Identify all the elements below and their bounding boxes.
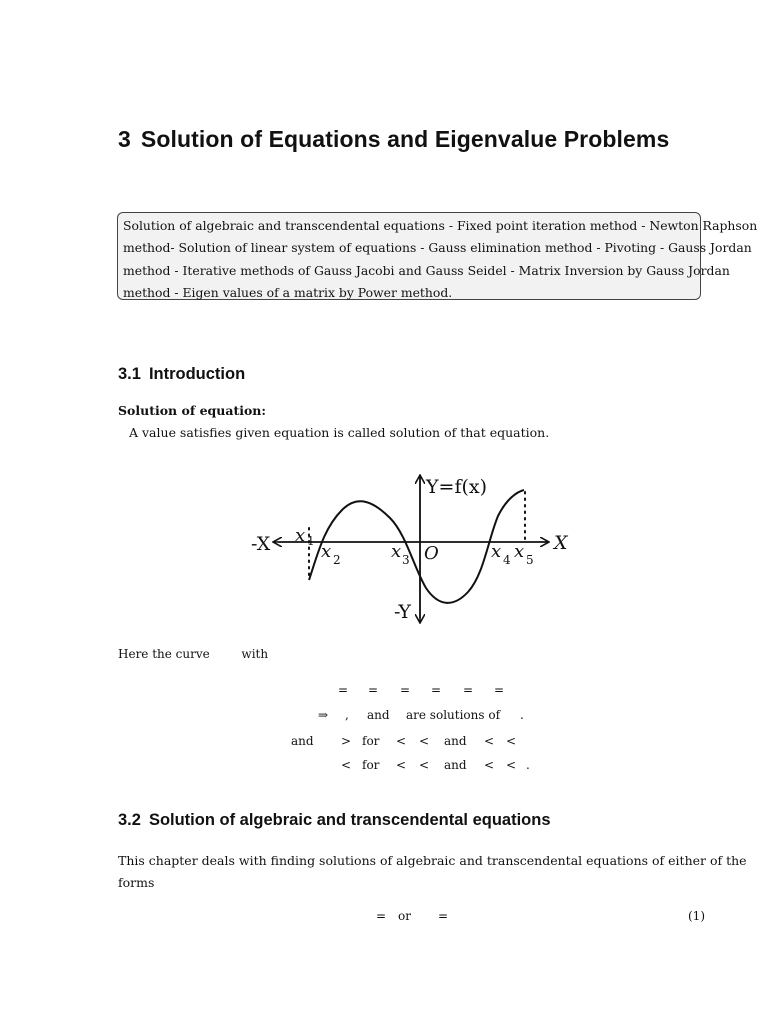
neg-x-axis-label: -X xyxy=(251,533,271,555)
equals-sign: = xyxy=(400,683,411,697)
equals-sign: = xyxy=(463,683,474,697)
equals-sign: = xyxy=(368,683,379,697)
and-word: and xyxy=(444,734,467,748)
lt-symbol: < xyxy=(419,758,430,772)
lt-symbol: < xyxy=(396,734,407,748)
root-label-x4-sub: 4 xyxy=(503,553,511,567)
paragraph-line: forms xyxy=(118,875,155,890)
syllabus-line: method- Solution of linear system of equations - Gauss elimination method - Pivoting - Gauss Jordan xyxy=(123,240,752,256)
lt-symbol: < xyxy=(506,758,517,772)
root-label-x1-sub: 1 xyxy=(307,534,315,548)
definition-text: A value satisfies given equation is called solution of that equation. xyxy=(129,425,550,440)
section-number: 3.1 xyxy=(118,365,141,383)
root-label-x2: x xyxy=(321,541,332,562)
equals-sign: = xyxy=(431,683,442,697)
implies-symbol: ⇒ xyxy=(318,708,329,722)
and-word: and xyxy=(291,734,314,748)
syllabus-line: method - Eigen values of a matrix by Power method. xyxy=(123,284,453,300)
syllabus-box xyxy=(117,212,758,300)
root-label-x5-sub: 5 xyxy=(526,553,534,567)
root-label-x3-sub: 3 xyxy=(402,553,410,567)
section-heading-algebraic-transcendental xyxy=(118,811,551,830)
and-word: and xyxy=(367,708,390,722)
curve-text-b: with xyxy=(241,647,269,661)
subheading-solution-of-equation: Solution of equation: xyxy=(118,403,267,418)
chapter-title xyxy=(118,126,669,153)
lt-symbol: < xyxy=(341,758,352,772)
roots-curve-figure xyxy=(248,468,578,628)
root-label-x5: x xyxy=(514,541,525,562)
paragraph-line: This chapter deals with finding solutions of algebraic and transcendental equations of either of the xyxy=(118,853,747,868)
for-word: for xyxy=(362,734,380,748)
chapter-title-text: Solution of Equations and Eigenvalue Problems xyxy=(140,126,670,152)
x-axis-label: X xyxy=(554,532,568,554)
section-32-paragraph xyxy=(118,850,747,894)
lt-symbol: < xyxy=(506,734,517,748)
section-heading-introduction xyxy=(118,365,245,384)
lt-symbol: < xyxy=(484,758,495,772)
origin-label: O xyxy=(424,543,439,564)
syllabus-line: Solution of algebraic and transcendental equations - Fixed point iteration method - Newton Raphson xyxy=(123,218,758,233)
chapter-number: 3 xyxy=(118,126,131,152)
equals-sign: = xyxy=(494,683,505,697)
root-label-x3: x xyxy=(391,541,402,562)
syllabus-line: method - Iterative methods of Gauss Jacobi and Gauss Seidel - Matrix Inversion by Gauss Jordan xyxy=(123,262,730,278)
curve-description xyxy=(118,647,268,661)
gt-symbol: > xyxy=(341,734,352,748)
lt-symbol: < xyxy=(396,758,407,772)
section-title: Solution of algebraic and transcendental equations xyxy=(148,811,551,829)
neg-y-axis-label: -Y xyxy=(394,601,411,623)
equation-number: (1) xyxy=(688,909,705,923)
root-label-x2-sub: 2 xyxy=(333,553,341,567)
period: . xyxy=(520,708,524,722)
equals-sign: = xyxy=(338,683,349,697)
root-label-x1: x xyxy=(295,525,306,546)
and-word: and xyxy=(444,758,467,772)
equals-sign: = xyxy=(376,909,387,923)
are-solutions-text: are solutions of xyxy=(406,708,501,722)
or-word: or xyxy=(398,909,411,923)
for-word: for xyxy=(362,758,380,772)
lt-symbol: < xyxy=(484,734,495,748)
curve-text-a: Here the curve xyxy=(118,647,210,661)
section-number: 3.2 xyxy=(118,811,141,829)
y-axis-label: Y=f(x) xyxy=(426,476,488,498)
period: . xyxy=(526,758,530,772)
root-label-x4: x xyxy=(491,541,502,562)
lt-symbol: < xyxy=(419,734,430,748)
section-title: Introduction xyxy=(148,365,246,383)
comma: , xyxy=(345,708,349,722)
equals-sign: = xyxy=(438,909,449,923)
